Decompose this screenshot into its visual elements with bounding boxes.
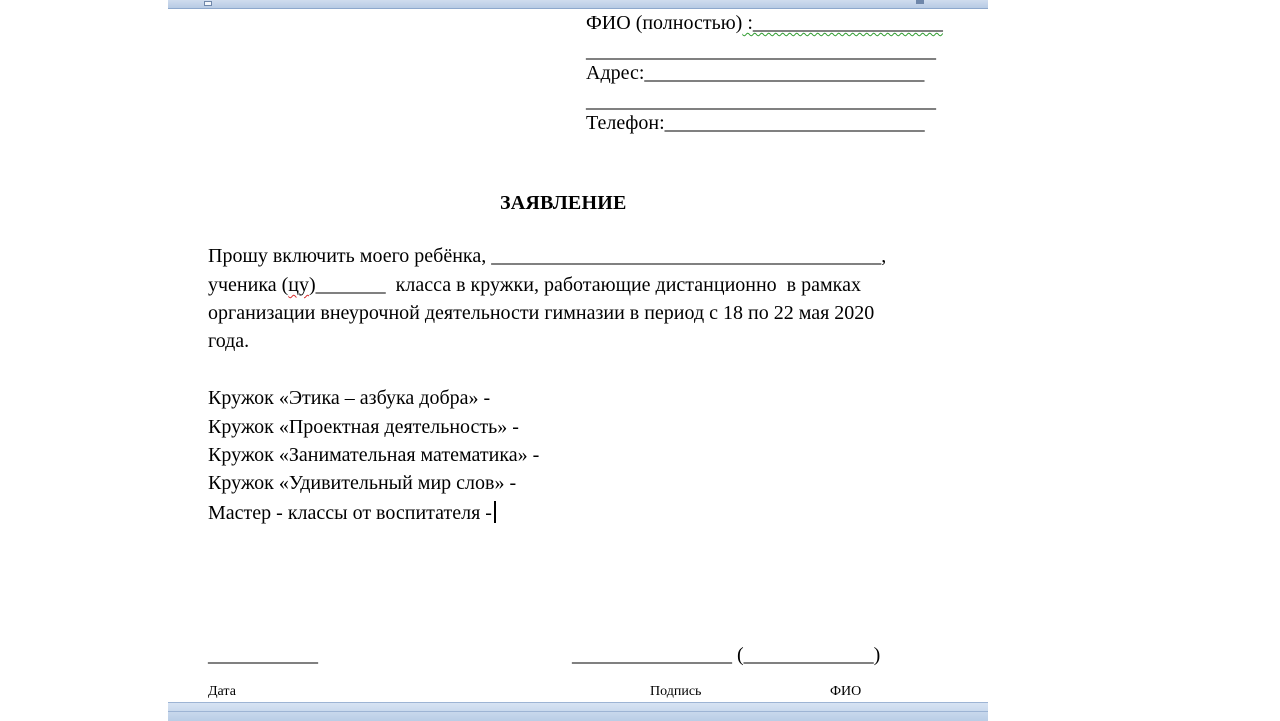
phone-field-line: Телефон:__________________________ xyxy=(586,112,925,134)
right-margin-marker[interactable] xyxy=(916,0,924,4)
fio-label: ФИО (полностью) xyxy=(586,12,743,34)
circle-item-text: Мастер - классы от воспитателя - xyxy=(208,502,492,524)
bottom-bar xyxy=(168,702,988,721)
bottom-bar-stripe xyxy=(168,711,988,712)
spelling-marked-word: цу xyxy=(288,274,309,296)
body-line-1: Прошу включить моего ребёнка, _______________________________________, xyxy=(208,245,887,267)
fio-colon-underline: :___________________ xyxy=(742,12,943,34)
fio-signature-label: ФИО xyxy=(830,684,862,699)
body-line-2-post: )_______ класса в кружки, работающие дистанционно в рамках xyxy=(309,274,861,296)
signature-line: ________________ (_____________) xyxy=(572,644,881,666)
body-line-2-pre: ученика ( xyxy=(208,274,289,296)
document-title: ЗАЯВЛЕНИЕ xyxy=(500,192,627,214)
signature-label: Подпись xyxy=(650,684,702,699)
circle-item: Кружок «Проектная деятельность» - xyxy=(208,416,519,438)
circle-item: Кружок «Этика – азбука добра» - xyxy=(208,387,491,409)
date-line: ___________ xyxy=(208,644,318,666)
body-line-4: года. xyxy=(208,330,250,352)
indent-marker[interactable] xyxy=(204,1,212,6)
fio-field-line xyxy=(586,12,943,34)
body-line-3: организации внеурочной деятельности гимназии в период с 18 по 22 мая 2020 xyxy=(208,302,875,324)
top-ruler[interactable] xyxy=(168,0,988,9)
circle-item: Кружок «Удивительный мир слов» - xyxy=(208,472,517,494)
address-field-line: Адрес:____________________________ xyxy=(586,62,925,84)
blank-line-2: ___________________________________ xyxy=(586,90,936,112)
blank-line-1: ___________________________________ xyxy=(586,40,936,62)
body-line-2 xyxy=(208,274,861,296)
date-label: Дата xyxy=(208,684,236,699)
text-cursor xyxy=(494,501,496,523)
circle-item: Кружок «Занимательная математика» - xyxy=(208,444,540,466)
circle-item-last[interactable] xyxy=(208,501,496,524)
